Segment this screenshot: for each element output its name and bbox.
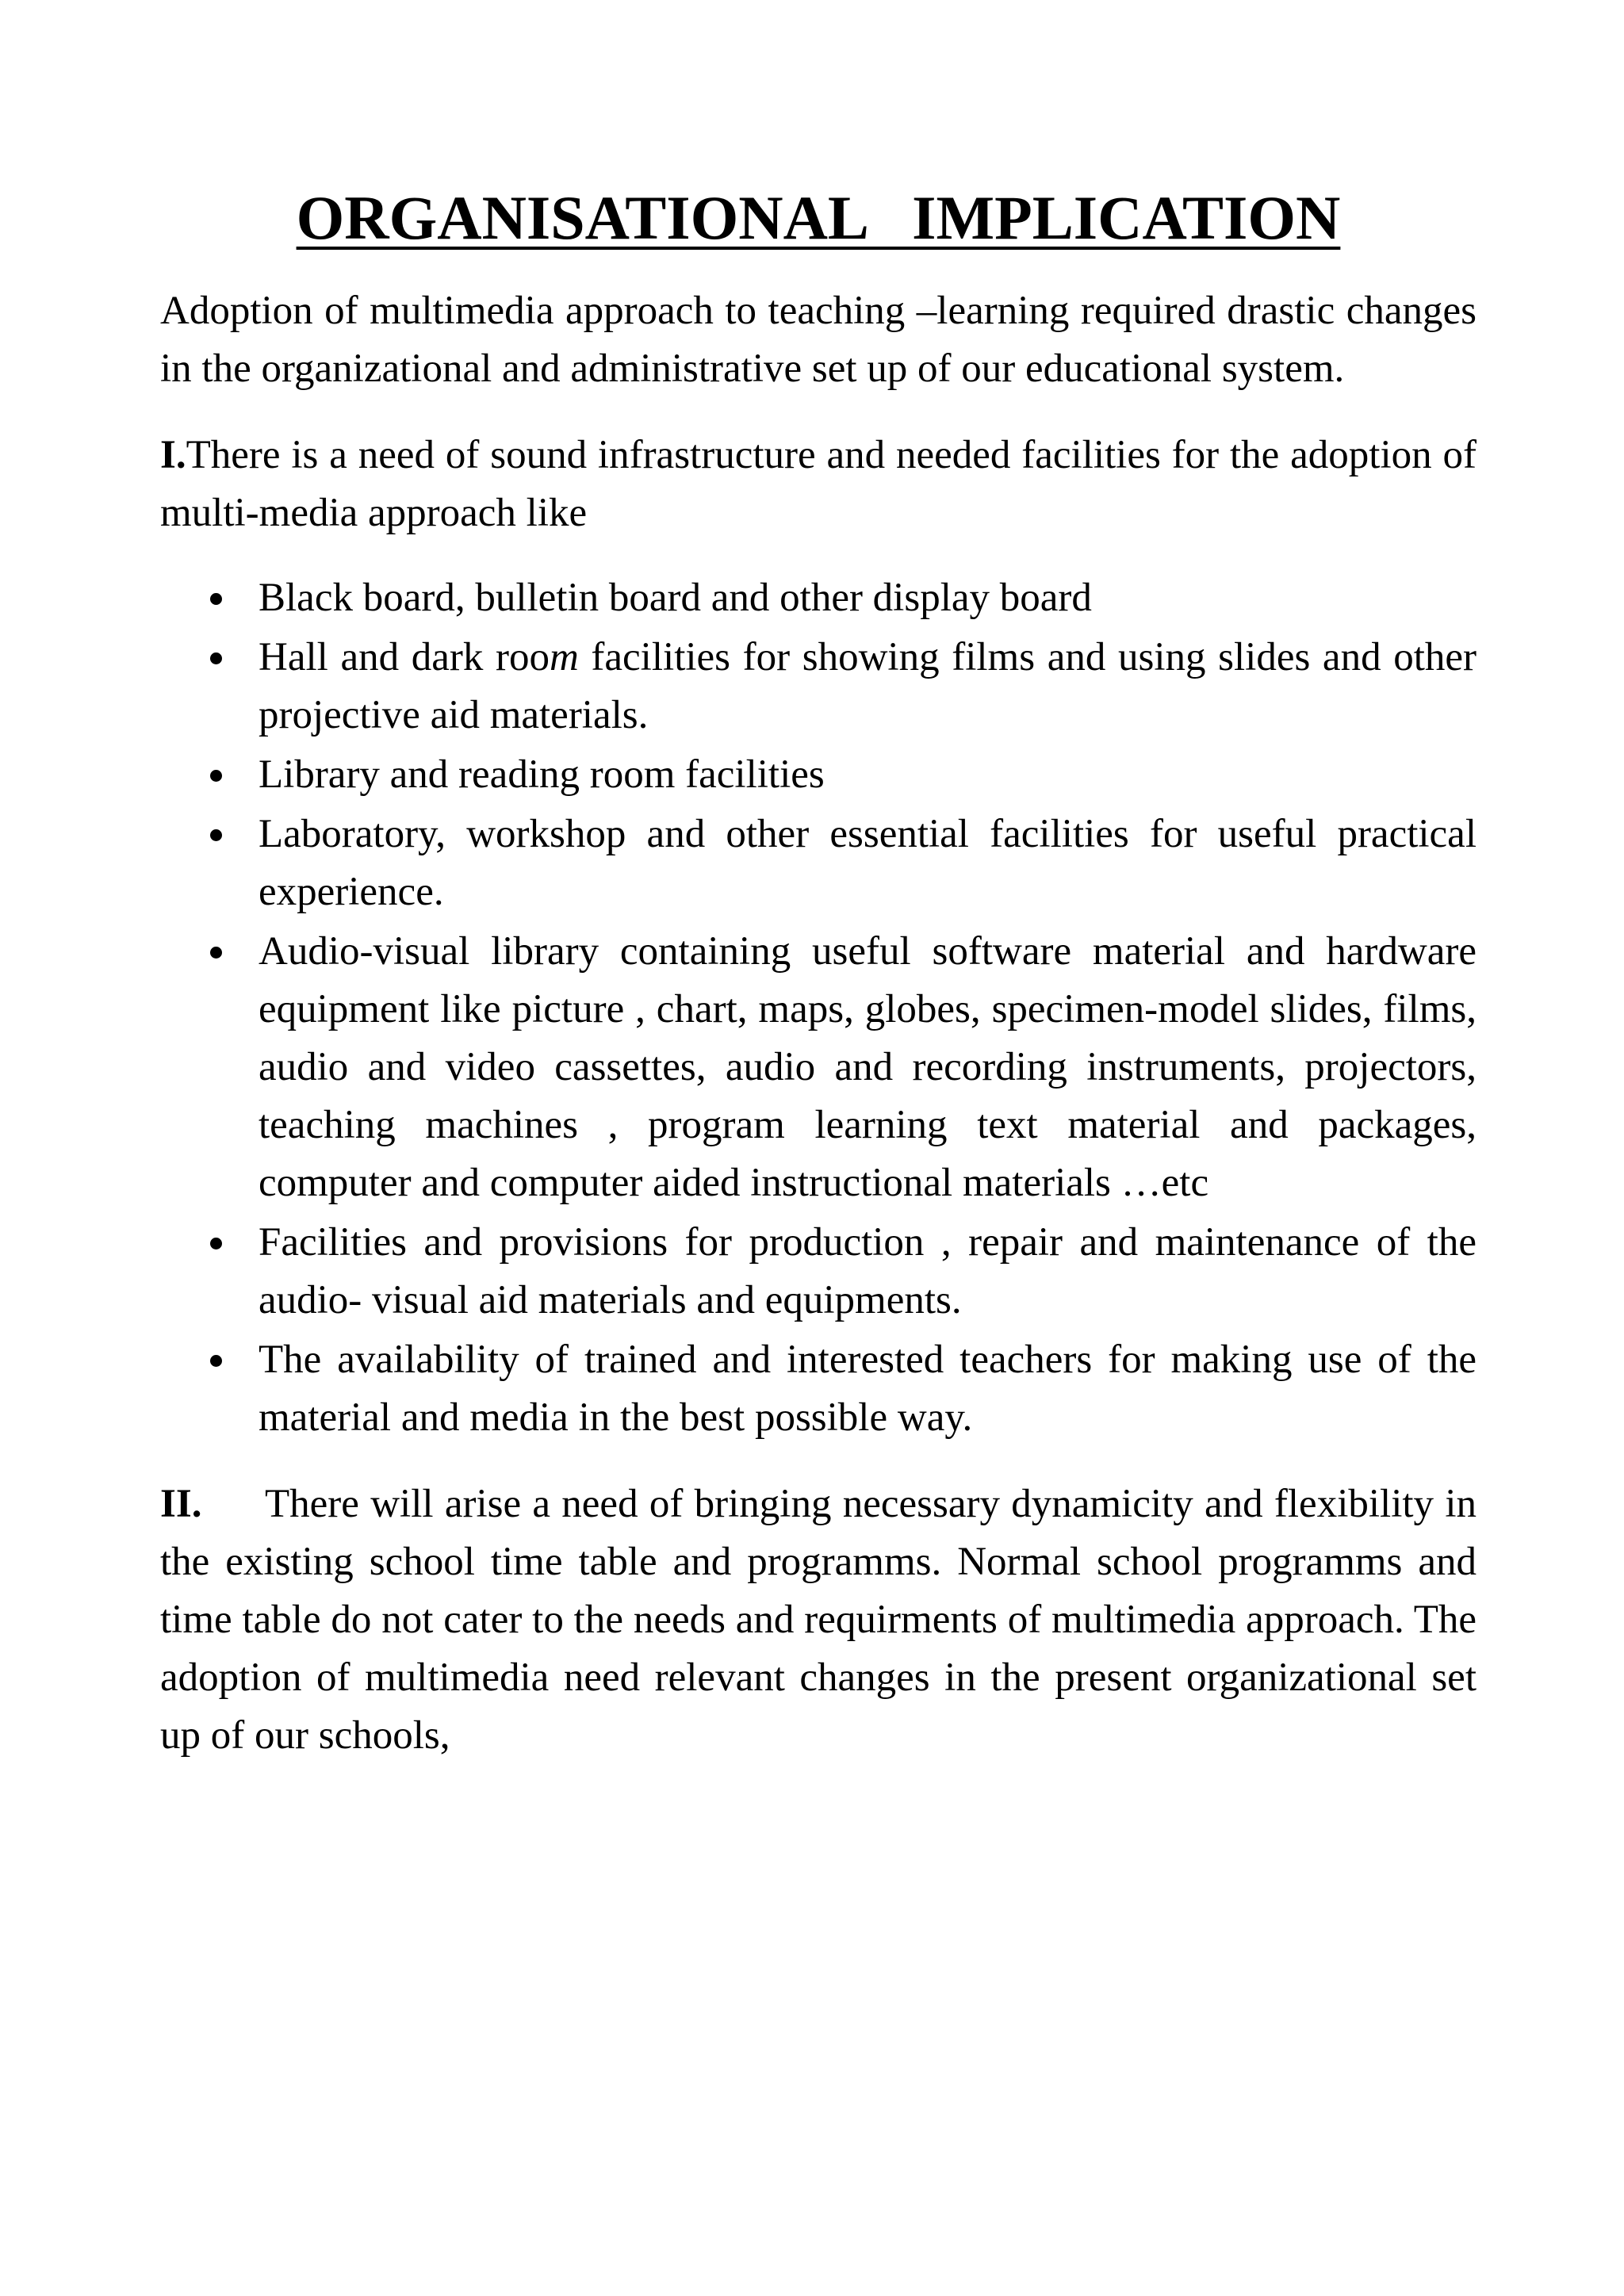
bullet-icon — [210, 1238, 222, 1249]
facilities-list — [160, 569, 1477, 1447]
section-2-paragraph — [160, 1475, 1477, 1765]
section-1-text: There is a need of sound infrastructure and needed facilities for the adoption of multi-media approach like — [160, 432, 1477, 535]
list-item — [160, 569, 1477, 627]
bullet-icon — [210, 652, 222, 664]
document-page — [160, 184, 1477, 1765]
list-item-text: Audio-visual library containing useful software material and hardware equipment like picture , chart, maps, globes, specimen-model slides, films, audio and video cassettes, audio and recording instruments, projectors, teaching machines , program learning text material and packages, computer and computer aided instructional materials …etc — [259, 928, 1477, 1205]
list-item — [160, 746, 1477, 804]
bullet-icon — [210, 770, 222, 782]
list-item-text: Laboratory, workshop and other essential facilities for useful practical experience. — [259, 811, 1477, 914]
bullet-icon — [210, 593, 222, 605]
list-item-text-italic: m — [549, 634, 579, 679]
list-item-text-after: facilities for showing films and using slides and other projective aid materials. — [259, 634, 1477, 737]
list-item-text: Facilities and provisions for production , repair and maintenance of the audio- visual aid materials and equipments. — [259, 1219, 1477, 1322]
list-item — [160, 1331, 1477, 1447]
bullet-icon — [210, 829, 222, 841]
list-item-text: Black board, bulletin board and other display board — [259, 575, 1092, 620]
list-item-text: The availability of trained and interested teachers for making use of the material and media in the best possible way. — [259, 1337, 1477, 1440]
section-1-label: I. — [160, 432, 186, 477]
bullet-icon — [210, 947, 222, 959]
section-2-text: There will arise a need of bringing necessary dynamicity and flexibility in the existing school time table and programms. Normal school programms and time table do not cater to the needs and requirments of multimedia approach. The adoption of multimedia need relevant changes in the present organizational set up of our schools, — [160, 1481, 1477, 1758]
list-item-text: Library and reading room facilities — [259, 752, 825, 797]
intro-paragraph: Adoption of multimedia approach to teaching –learning required drastic changes in the organizational and administrative set up of our educational system. — [160, 288, 1477, 391]
list-item — [160, 1214, 1477, 1330]
list-item-text-before: Hall and dark roo — [259, 634, 550, 679]
list-item — [160, 629, 1477, 744]
list-item — [160, 806, 1477, 921]
section-1-paragraph — [160, 427, 1477, 542]
list-item — [160, 923, 1477, 1212]
section-2-label: II. — [160, 1481, 202, 1526]
bullet-icon — [210, 1355, 222, 1367]
page-title: ORGANISATIONAL IMPLICATION — [296, 183, 1341, 252]
